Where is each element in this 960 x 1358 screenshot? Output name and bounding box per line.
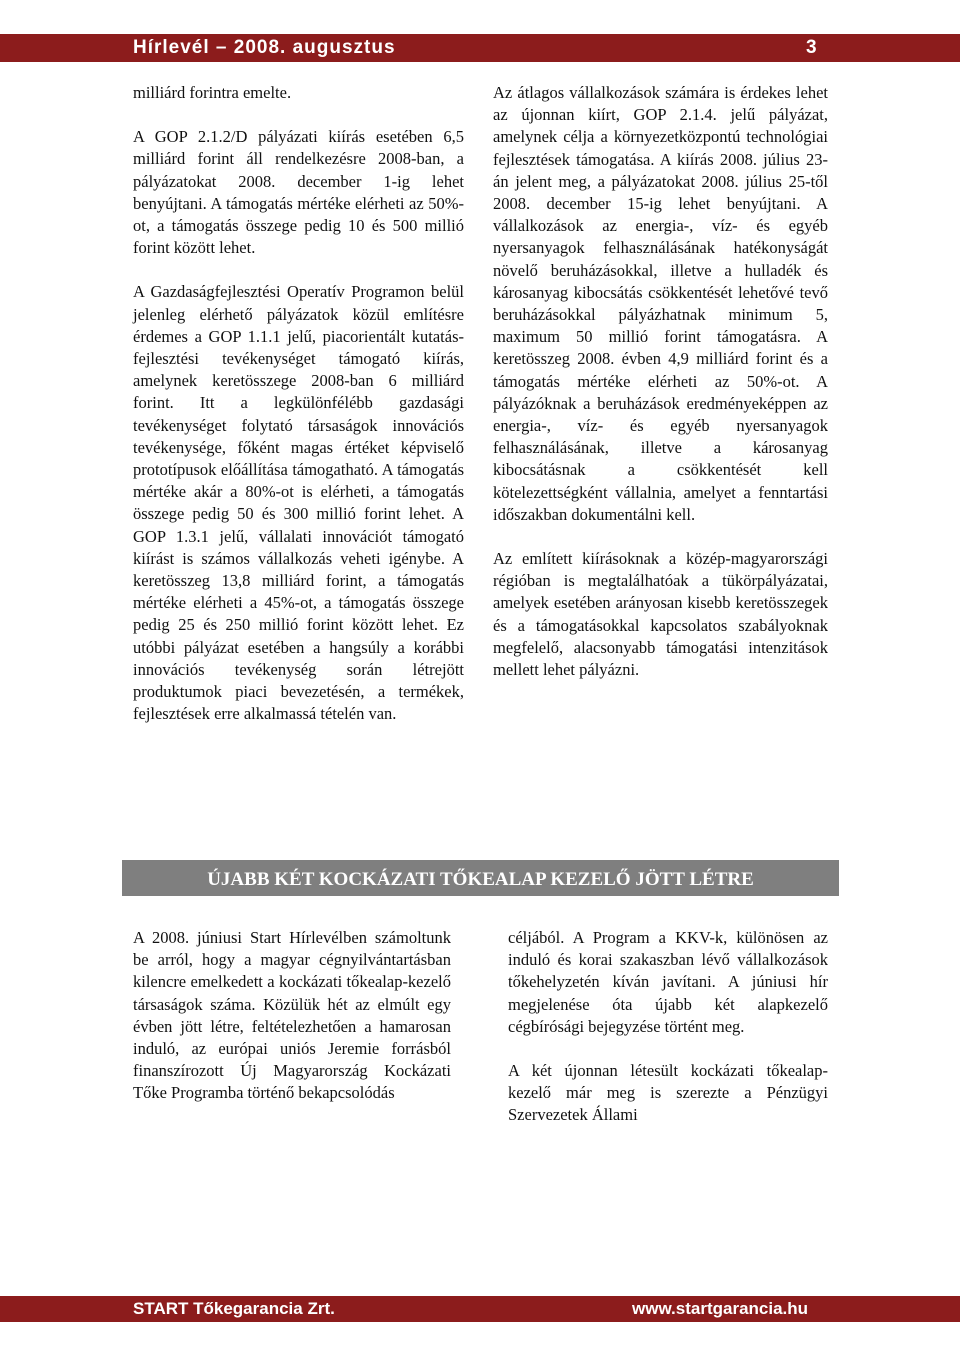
paragraph: Az átlagos vállalkozások számára is érdekes lehet az újonnan kiírt, GOP 2.1.4. jelű pályázat, amelynek célja a környezetközpontú technológiai fejlesztések támogatása. A kiírás 2008. július 23-án jelent meg, a pályázatokat 2008. július 25-től 2008. december 15-ig lehet benyújtani. A vállalkozások az energia-, víz- és egyéb nyersanyagok felhasználásának hatékonyságát növelő beruházásokkal, illetve a hulladék és károsanyag kibocsátás csökkentését lehetővé tevő beruházásokkal pályázhatnak minimum 5, maximum 50 millió forint támogatásra. A keretösszeg 2008. évben 4,9 milliárd forint és a támogatás mértéke elérheti az 50%-ot. A pályázóknak a beruházások eredményeképpen az energia-, víz- és egyéb nyersanyagok felhasználásának, illetve a károsanyag kibocsátásnak a csökkentését kell kötelezettségként vállalnia, amelyet a fenntartási időszakban dokumentálni kell.: [493, 83, 828, 524]
newsletter-header-bar: [0, 34, 960, 62]
paragraph: A 2008. júniusi Start Hírlevélben számoltunk be arról, hogy a magyar cégnyilvántartásban kilencre emelkedett a kockázati tőkealap-kezelő társaságok száma. Közülük hét az elmúlt egy évben jött létre, feltételezhetően a hamarosan induló, az európai uniós Jeremie forrásból finanszírozott Új Magyarország Kockázati Tőke Programba történő bekapcsolódás: [133, 928, 451, 1103]
paragraph: céljából. A Program a KKV-k, különösen az induló és korai szakaszban lévő vállalkozások tőkehelyzetén kíván javítani. A júniusi hír megjelenése óta újabb két alapkezelő cégbírósági bejegyzése történt meg.: [508, 928, 828, 1036]
section-heading: ÚJABB KÉT KOCKÁZATI TŐKEALAP KEZELŐ JÖTT LÉTRE: [122, 860, 839, 896]
paragraph: A GOP 2.1.2/D pályázati kiírás esetében 6,5 milliárd forint áll rendelkezésre 2008-ban, a pályázatokat 2008. december 1-ig lehet benyújtani. A támogatás mértéke elérheti az 50%-ot, a támogatás összege pedig 10 és 500 millió forint között lehet.: [133, 127, 464, 258]
footer-bar: [0, 1296, 960, 1322]
paragraph: A két újonnan létesült kockázati tőkealap-kezelő már meg is szerezte a Pénzügyi Szervezetek Állami: [508, 1061, 828, 1125]
article-column-right-bottom: [508, 927, 828, 1127]
article-column-left-top: [133, 82, 464, 725]
article-column-left-bottom: [133, 927, 451, 1105]
newsletter-title: Hírlevél – 2008. augusztus: [133, 37, 396, 58]
paragraph: Az említett kiírásoknak a közép-magyarországi régióban is megtalálhatóak a tükörpályázatai, amelyek esetében arányosan kisebb keretösszegek és a támogatásokkal kapcsolatos szabályoknak megfelelő, alacsonyabb támogatási intenzitások mellett lehet pályázni.: [493, 549, 828, 680]
paragraph: milliárd forintra emelte.: [133, 83, 292, 102]
footer-organization: START Tőkegarancia Zrt.: [133, 1299, 335, 1318]
page-number: 3: [806, 37, 818, 58]
paragraph: A Gazdaságfejlesztési Operatív Programon belül jelenleg elérhető pályázatok közül említésre érdemes a GOP 1.1.1 jelű, piacorientált kutatás-fejlesztési tevékenységet támogató kiírás, amelynek keretösszege 2008-ban 6 milliárd forint. Itt a legkülönfélébb gazdasági tevékenységet folytató társaságok innovációs tevékenysége, főként magas értéket képviselő prototípusok előállítása támogatható. A támogatás mértéke akár a 80%-ot is elérheti, a támogatás összege pedig 50 és 300 millió forint lehet. A GOP 1.3.1 jelű, vállalati innovációt támogató kiírást is számos vállalkozás veheti igénybe. A keretösszeg 13,8 milliárd forint, a támogatás mértéke elérheti a 45%-ot, a támogatás összege pedig 25 és 250 millió forint között lehet. Ez utóbbi pályázat esetében a hangsúly a korábbi innovációs tevékenység során létrejött produktumok piaci bevezetésén, a termékek, fejlesztések erre alkalmassá tételén van.: [133, 282, 464, 724]
footer-website-link[interactable]: www.startgarancia.hu: [632, 1299, 809, 1318]
article-column-right-top: [493, 82, 828, 681]
